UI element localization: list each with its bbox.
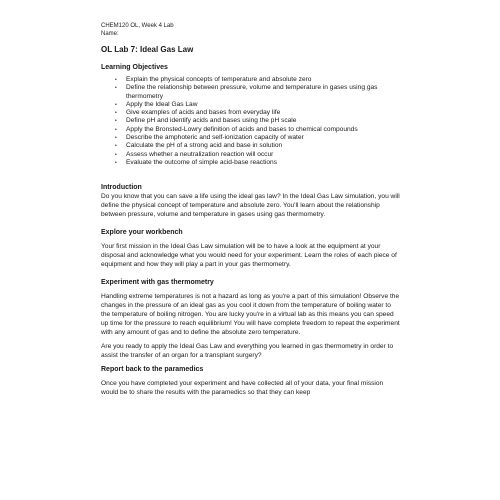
list-item <box>101 101 401 109</box>
list-item <box>101 84 401 101</box>
course-line: CHEM120 OL, Week 4 Lab <box>101 23 174 29</box>
list-item <box>101 126 401 134</box>
list-item <box>101 142 401 150</box>
objective-text: Define pH and identify acids and bases using the pH scale <box>126 117 297 125</box>
paramedics-heading: Report back to the paramedics <box>101 366 204 374</box>
bullet-icon: • <box>115 101 117 108</box>
introduction-heading: Introduction <box>101 184 142 192</box>
bullet-icon: • <box>115 143 117 150</box>
introduction-text: Do you know that you can save a life using the ideal gas law? In the Ideal Gas Law simulation, you will define the physical concept of temperature and absolute zero. You'll learn about the relationship between pressure, volume and temperature in gases using gas thermometry. <box>101 193 400 219</box>
list-item <box>101 134 401 142</box>
list-item <box>101 109 401 117</box>
workbench-heading: Explore your workbench <box>101 229 183 237</box>
workbench-text: Your first mission in the Ideal Gas Law simulation will be to have a look at the equipment at your disposal and acknowledge what you would need for your experiment. Learn the roles of each piece of equipment and how they will play a part in your gas thermometry. <box>101 243 397 269</box>
list-item <box>101 117 401 125</box>
bullet-icon: • <box>115 118 117 125</box>
objective-text: Define the relationship between pressure, volume and temperature in gases using gas thermometry <box>126 84 378 100</box>
paramedics-text: Once you have completed your experiment and have collected all of your data, your final mission would be to share the results with the paramedics so that they can keep <box>101 380 384 397</box>
objective-text: Give examples of acids and bases from everyday life <box>126 109 281 117</box>
experiment-text: Handling extreme temperatures is not a hazard as long as you're a part of this simulation! Observe the changes in the pressure of an ideal gas as you cool it down from the temperature of boiling water to the temperature of boiling nitrogen. You are lucky you're in a virtual lab as this means you can speed up time for the pressure to reach equilibrium! You will have complete freedom to repeat the experiment with any amount of gas and to define the absolute zero temperature. <box>101 293 400 337</box>
objective-text: Describe the amphoteric and self-ionization capacity of water <box>126 134 304 142</box>
objective-text: Assess whether a neutralization reaction will occur <box>126 150 274 158</box>
bullet-icon: • <box>115 159 117 166</box>
objectives-list <box>101 76 401 167</box>
objective-text: Calculate the pH of a strong acid and base in solution <box>126 142 283 150</box>
objective-text: Apply the Bronsted-Lowry definition of acids and bases to chemical compounds <box>126 125 358 133</box>
bullet-icon: • <box>115 77 117 83</box>
document-content <box>101 22 401 397</box>
objective-text: Explain the physical concepts of temperature and absolute zero <box>126 76 312 83</box>
list-item <box>101 151 401 159</box>
objective-text: Evaluate the outcome of simple acid-base reactions <box>126 158 278 166</box>
list-item <box>101 76 401 84</box>
bullet-icon: • <box>115 85 117 92</box>
objective-text: Apply the Ideal Gas Law <box>126 100 198 108</box>
bullet-icon: • <box>115 126 117 133</box>
learning-objectives-heading: Learning Objectives <box>101 64 168 71</box>
bullet-icon: • <box>115 135 117 142</box>
experiment-question-text: Are you ready to apply the Ideal Gas Law and everything you learned in gas thermometry in order to assist the transfer of an organ for a transplant surgery? <box>101 343 394 360</box>
list-item <box>101 159 401 167</box>
bullet-icon: • <box>115 110 117 117</box>
experiment-heading: Experiment with gas thermometry <box>101 279 214 287</box>
name-label: Name: <box>101 31 119 37</box>
bullet-icon: • <box>115 151 117 158</box>
page-title: OL Lab 7: Ideal Gas Law <box>101 45 194 54</box>
